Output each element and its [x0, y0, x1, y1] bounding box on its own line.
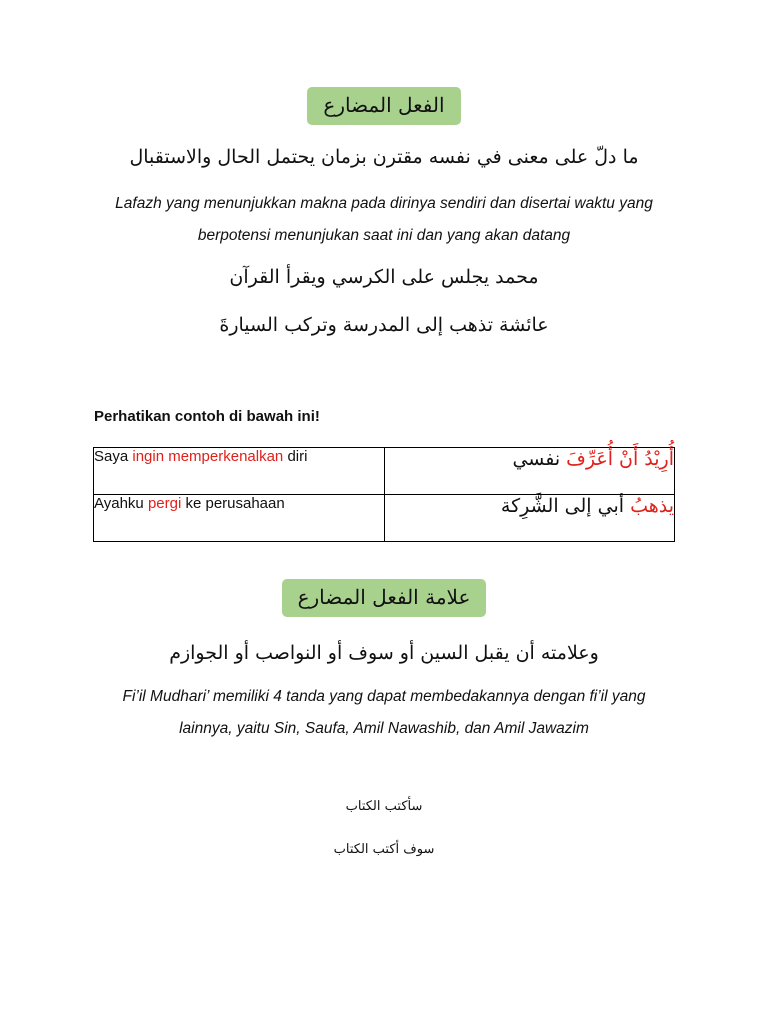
definition-indonesian-line-2: berpotensi menunjukan saat ini dan yang akan datang [197, 227, 571, 244]
instruction-note: Perhatikan contoh di bawah ini! [94, 408, 320, 425]
latin-highlight: pergi [147, 495, 182, 512]
heading-1-wrap [0, 87, 768, 125]
table-row [94, 448, 675, 495]
rule-indonesian-line-1: Fi’il Mudhari’ memiliki 4 tanda yang dapat membedakannya dengan fi’il yang [122, 688, 646, 705]
arabic-highlight: أُرِيْدُ أَنْ أُعَرِّفَ [566, 448, 674, 470]
rule-arabic: وعلامته أن يقبل السين أو سوف أو النواصب أو الجوازم [169, 642, 599, 664]
latin-text: diri [283, 448, 308, 465]
example-sentence-1: محمد يجلس على الكرسي ويقرأ القرآن [229, 266, 539, 288]
examples-table [93, 447, 675, 542]
latin-text: Saya [94, 448, 133, 465]
definition-indonesian-line-1: Lafazh yang menunjukkan makna pada dirinya sendiri dan disertai waktu yang [115, 195, 653, 212]
arabic-highlight: يذهبُ [630, 495, 674, 517]
table-row [94, 495, 675, 542]
arabic-text: نفسي [512, 448, 567, 470]
definition-arabic: ما دلّ على معنى في نفسه مقترن بزمان يحتمل الحال والاستقبال [129, 146, 639, 168]
example-sin: سأكتب الكتاب [345, 799, 423, 814]
rule-indonesian-line-2: lainnya, yaitu Sin, Saufa, Amil Nawashib, dan Amil Jawazim [179, 720, 589, 737]
table-cell-arabic [384, 495, 675, 542]
table-cell-latin [94, 495, 385, 542]
latin-highlight: ingin memperkenalkan [132, 448, 284, 465]
table-cell-latin [94, 448, 385, 495]
latin-text: Ayahku [94, 495, 148, 512]
heading-alamat-fiil-mudhari: علامة الفعل المضارع [282, 579, 487, 617]
latin-text: ke perusahaan [181, 495, 285, 512]
arabic-text: أبي إلى الشَّرِكة [500, 495, 631, 517]
heading-2-wrap [0, 579, 768, 617]
example-sentence-2: عائشة تذهب إلى المدرسة وتركب السيارةَ [219, 314, 549, 336]
table-cell-arabic [384, 448, 675, 495]
example-saufa: سوف أكتب الكتاب [333, 842, 435, 857]
heading-fiil-mudhari: الفعل المضارع [307, 87, 460, 125]
